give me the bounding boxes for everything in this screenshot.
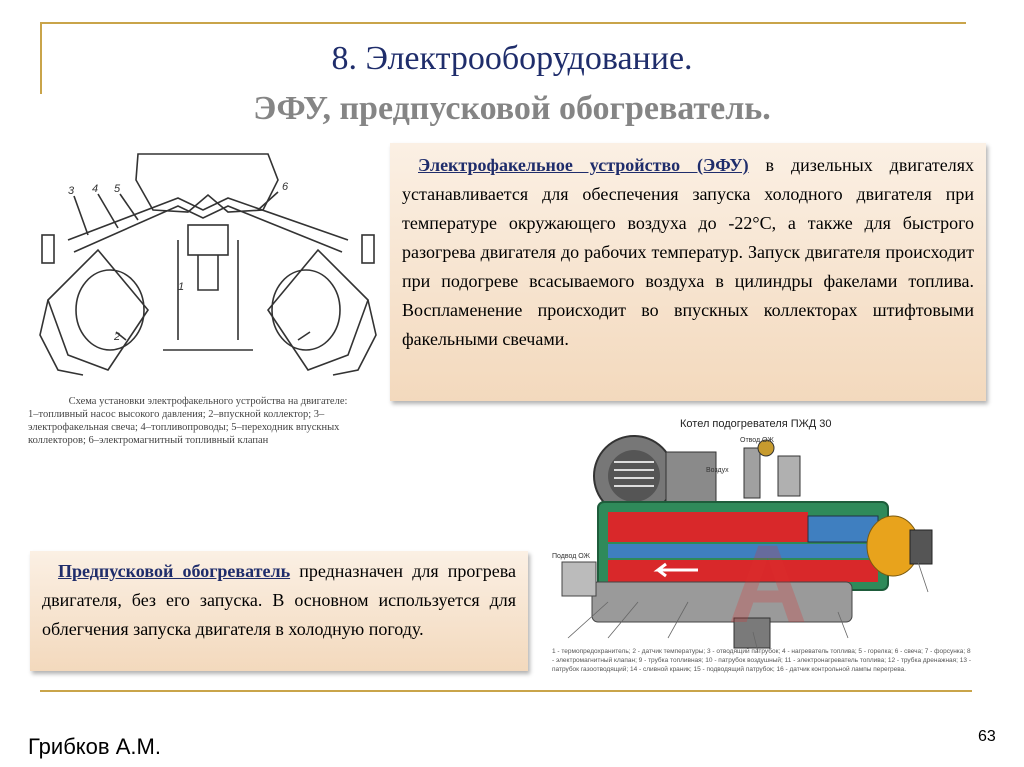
diagram-label-2: 2 — [114, 331, 121, 343]
label-air: Воздух — [706, 467, 729, 474]
diagram-label-5: 5 — [114, 183, 121, 195]
label-coolant-out: Отвод ОЖ — [740, 437, 774, 444]
heater-figure-title: Котел подогревателя ПЖД 30 — [680, 418, 832, 430]
diagram-label-4: 4 — [92, 183, 99, 195]
slide-subtitle: ЭФУ, предпусковой обогреватель. — [253, 90, 771, 127]
author-name: Грибков А.М. — [28, 734, 161, 759]
page-number: 63 — [978, 728, 996, 745]
diagram-label-1: 1 — [178, 281, 185, 293]
heater-text: предназначен для прогрева двигателя, без его запуска. В основном используется для облегчения запуска двигателя в холодную погоду. — [42, 561, 516, 639]
diagram-label-6: 6 — [282, 181, 289, 193]
heater-description-box — [30, 551, 528, 671]
heater-term: Предпусковой обогреватель — [58, 561, 291, 581]
efu-diagram-caption — [28, 395, 388, 447]
efu-description-box — [390, 143, 986, 401]
top-divider — [42, 22, 966, 24]
slide-title: 8. Электрооборудование. — [331, 40, 693, 77]
label-coolant-in: Подвод ОЖ — [552, 553, 591, 560]
svg-text:A: A — [728, 523, 808, 646]
efu-text: в дизельных двигателях устанавливается для обеспечения запуска холодного двигателя при температуре окружающего воздуха до -22°С, а также для быстрого разогрева двигателя до рабочих температур. Запуск двигателя происходит при подогреве всасываемого воздуха в цилиндры факелами топлива. Воспламенение происходит во впускных коллекторах штифтовыми факельными свечами. — [402, 155, 974, 349]
diagram-label-3: 3 — [68, 185, 75, 197]
caption-title: Схема установки электрофакельного устройства на двигателе: — [68, 396, 348, 407]
heater-figure-legend: 1 - термопредохранитель; 2 - датчик температуры; 3 - отводящий патрубок; 4 - нагреватель топлива; 5 - горелка; 6 - свеча; 7 - форсунка; 8 - электромагнитный клапан; 9 - трубка топливная; 10 - патрубок воздушный; 11 - электронагреватель топлива; 12 - трубка дренажная; 13 - патрубок газоотводящий; 14 - сливной краник; 15 - подводящий патрубок; 16 - датчик контрольной лампы перегрева. — [552, 648, 971, 673]
caption-text: 1–топливный насос высокого давления; 2–впускной коллектор; 3–электрофакельная свеча; 4–топливопроводы; 5–переходник впускных коллекторов; 6–электромагнитный топливный клапан — [28, 409, 340, 446]
bottom-divider — [40, 690, 972, 692]
heater-boiler-illustration — [548, 412, 974, 684]
efu-term: Электрофакельное устройство (ЭФУ) — [418, 155, 749, 175]
